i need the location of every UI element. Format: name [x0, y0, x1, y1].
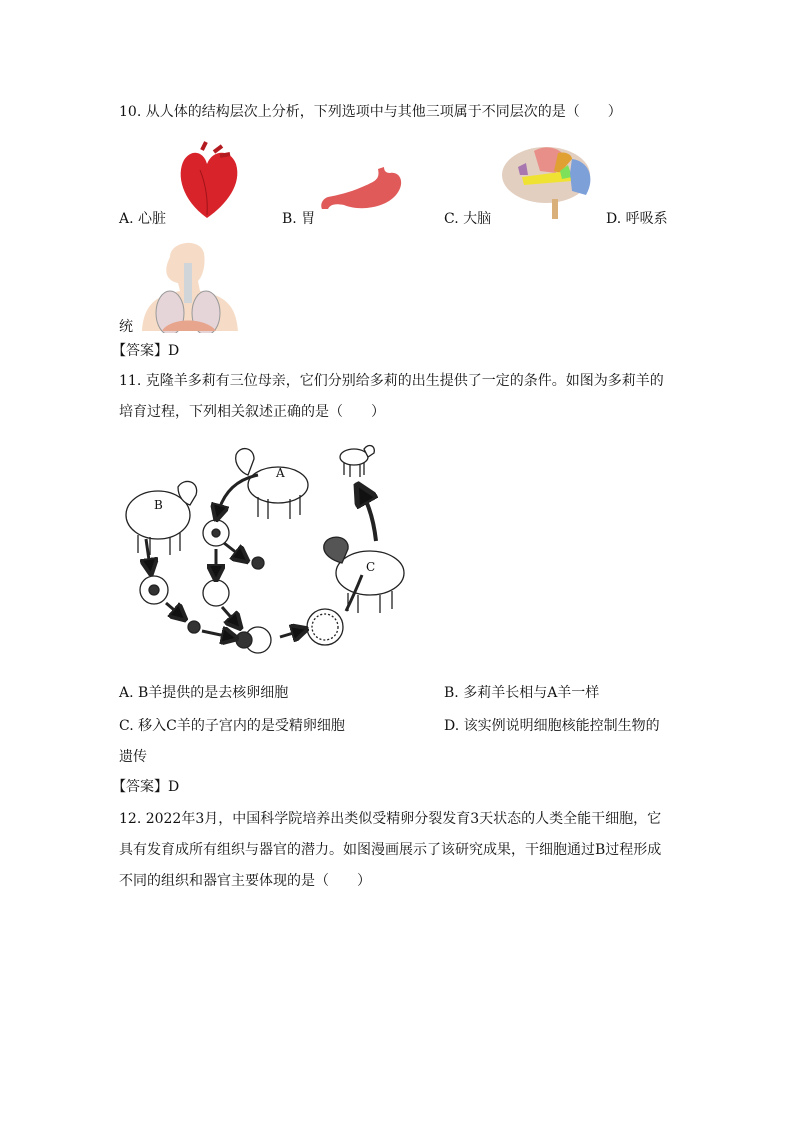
heart-image [172, 140, 242, 220]
q10-option-a: A. 心脏 [119, 211, 167, 227]
q11-option-d-wrap: 遗传 [119, 749, 147, 765]
cloning-diagram [118, 435, 418, 665]
q11-option-b: B. 多莉羊长相与A羊一样 [444, 685, 600, 701]
label-b: B [154, 498, 163, 512]
q11-option-d: D. 该实例说明细胞核能控制生物的 [444, 718, 660, 734]
sheep-a [236, 449, 308, 519]
q10-option-b: B. 胃 [282, 211, 316, 227]
q11-option-c: C. 移入C羊的子宫内的是受精卵细胞 [119, 718, 345, 734]
respiratory-system-image [140, 237, 240, 333]
dolly-lamb [340, 446, 374, 477]
q10-stem: 10. 从人体的结构层次上分析，下列选项中与其他三项属于不同层次的是（ ） [119, 104, 622, 120]
q12-line1: 12. 2022年3月，中国科学院培养出类似受精卵分裂发育3天状态的人类全能干细胞，它 [119, 811, 662, 827]
q10-option-d: D. 呼吸系 [606, 211, 668, 227]
q11-stem-line1: 11. 克隆羊多莉有三位母亲，它们分别给多莉的出生提供了一定的条件。如图为多莉羊的 [119, 373, 664, 389]
stomach-image [318, 165, 408, 215]
sheep-c [324, 537, 404, 613]
q10-option-d-wrap: 统 [119, 319, 133, 335]
q11-answer: 【答案】D [112, 779, 180, 795]
q12-line3: 不同的组织和器官主要体现的是（ ） [119, 873, 371, 889]
sheep-b [126, 481, 197, 555]
label-a: A [276, 466, 285, 480]
q11-stem-line2: 培育过程，下列相关叙述正确的是（ ） [119, 404, 385, 420]
q12-line2: 具有发育成所有组织与器官的潜力。如图漫画展示了该研究成果，干细胞通过B过程形成 [119, 842, 662, 858]
q10-answer: 【答案】D [112, 343, 180, 359]
q10-option-c: C. 大脑 [444, 211, 492, 227]
label-c: C [366, 560, 376, 574]
brain-image [500, 143, 596, 223]
q11-option-a: A. B羊提供的是去核卵细胞 [119, 685, 289, 701]
